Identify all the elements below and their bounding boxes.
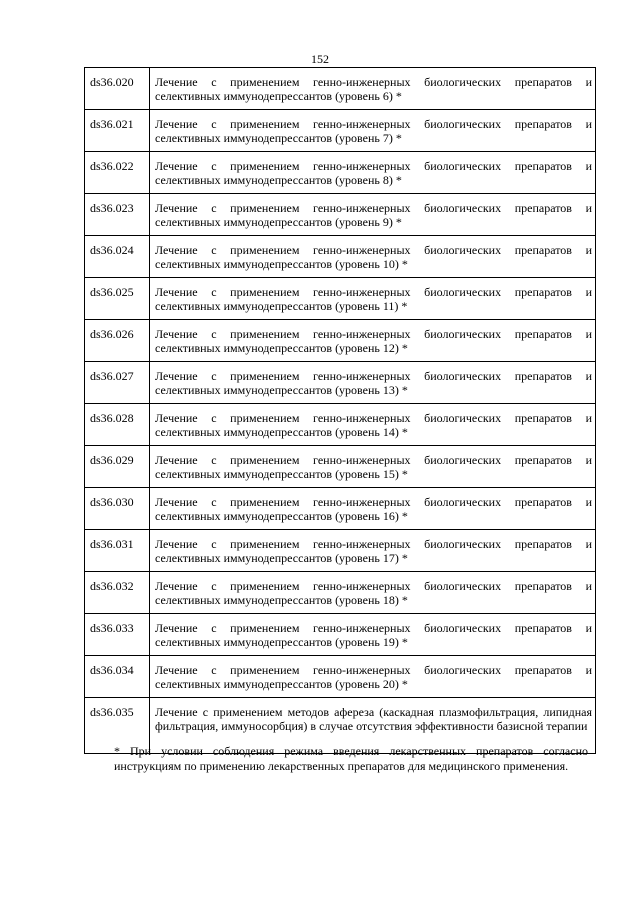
code-cell: ds36.026 (85, 320, 150, 362)
table-row (85, 656, 596, 698)
description-cell: Лечение с применением генно-инженерных биологических препаратов и селективных иммунодепрессантов (уровень 15) * (150, 446, 596, 488)
tariff-table (84, 67, 596, 754)
code-cell: ds36.033 (85, 614, 150, 656)
code-cell: ds36.023 (85, 194, 150, 236)
code-cell: ds36.029 (85, 446, 150, 488)
footnote: * При условии соблюдения режима введения лекарственных препаратов согласно инструкциям по применению лекарственных препаратов для медицинского применения. (114, 744, 588, 773)
table-row (85, 446, 596, 488)
table-row (85, 404, 596, 446)
code-cell: ds36.022 (85, 152, 150, 194)
code-cell: ds36.027 (85, 362, 150, 404)
table-row (85, 110, 596, 152)
table-row (85, 362, 596, 404)
description-cell: Лечение с применением генно-инженерных биологических препаратов и селективных иммунодепрессантов (уровень 14) * (150, 404, 596, 446)
description-cell: Лечение с применением генно-инженерных биологических препаратов и селективных иммунодепрессантов (уровень 16) * (150, 488, 596, 530)
description-cell: Лечение с применением генно-инженерных биологических препаратов и селективных иммунодепрессантов (уровень 13) * (150, 362, 596, 404)
description-cell: Лечение с применением генно-инженерных биологических препаратов и селективных иммунодепрессантов (уровень 18) * (150, 572, 596, 614)
description-cell: Лечение с применением генно-инженерных биологических препаратов и селективных иммунодепрессантов (уровень 17) * (150, 530, 596, 572)
code-cell: ds36.034 (85, 656, 150, 698)
description-cell: Лечение с применением генно-инженерных биологических препаратов и селективных иммунодепрессантов (уровень 20) * (150, 656, 596, 698)
table-row (85, 278, 596, 320)
code-cell: ds36.020 (85, 68, 150, 110)
description-cell: Лечение с применением генно-инженерных биологических препаратов и селективных иммунодепрессантов (уровень 11) * (150, 278, 596, 320)
description-cell: Лечение с применением генно-инженерных биологических препаратов и селективных иммунодепрессантов (уровень 8) * (150, 152, 596, 194)
table-row (85, 194, 596, 236)
description-cell: Лечение с применением методов афереза (каскадная плазмофильтрация, липидная фильтрация, иммуносорбция) в случае отсутствия эффективности базисной терапии (150, 698, 596, 754)
description-cell: Лечение с применением генно-инженерных биологических препаратов и селективных иммунодепрессантов (уровень 9) * (150, 194, 596, 236)
description-cell: Лечение с применением генно-инженерных биологических препаратов и селективных иммунодепрессантов (уровень 6) * (150, 68, 596, 110)
code-cell: ds36.025 (85, 278, 150, 320)
table-row (85, 320, 596, 362)
code-cell: ds36.028 (85, 404, 150, 446)
table-row (85, 236, 596, 278)
code-cell: ds36.032 (85, 572, 150, 614)
table-row (85, 152, 596, 194)
table-row (85, 488, 596, 530)
table-row (85, 68, 596, 110)
code-cell: ds36.031 (85, 530, 150, 572)
code-cell: ds36.024 (85, 236, 150, 278)
description-cell: Лечение с применением генно-инженерных биологических препаратов и селективных иммунодепрессантов (уровень 7) * (150, 110, 596, 152)
page-number: 152 (311, 52, 329, 66)
description-cell: Лечение с применением генно-инженерных биологических препаратов и селективных иммунодепрессантов (уровень 19) * (150, 614, 596, 656)
table-row (85, 530, 596, 572)
code-cell: ds36.035 (85, 698, 150, 754)
table-row (85, 614, 596, 656)
table-row (85, 572, 596, 614)
code-cell: ds36.021 (85, 110, 150, 152)
description-cell: Лечение с применением генно-инженерных биологических препаратов и селективных иммунодепрессантов (уровень 12) * (150, 320, 596, 362)
code-cell: ds36.030 (85, 488, 150, 530)
description-cell: Лечение с применением генно-инженерных биологических препаратов и селективных иммунодепрессантов (уровень 10) * (150, 236, 596, 278)
